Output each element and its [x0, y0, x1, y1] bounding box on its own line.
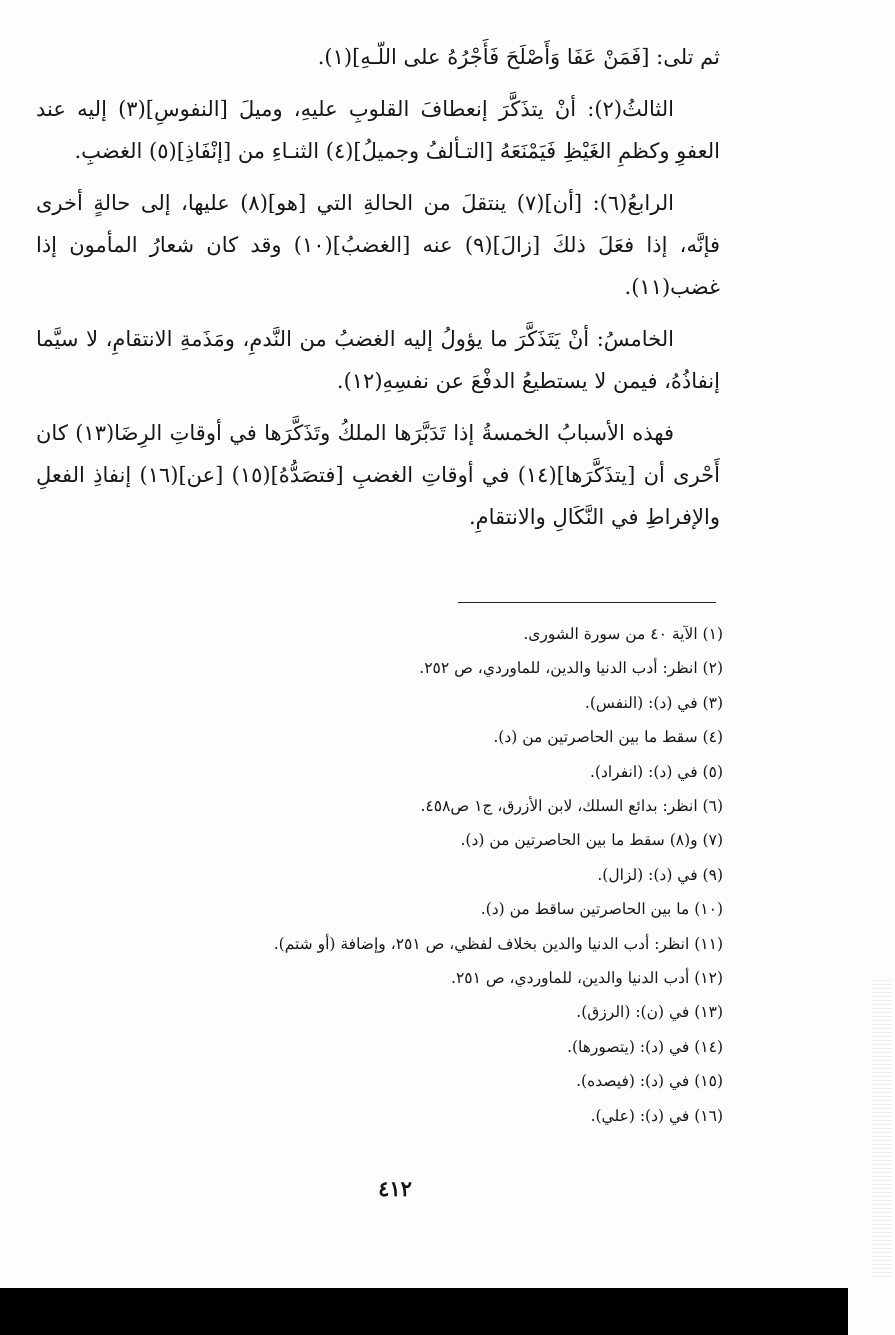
footnote: (٢) انظر: أدب الدنيا والدين، للماوردي، ص ٢٥٢.	[419, 659, 723, 678]
footnote: (١٠) ما بين الحاصرتين ساقط من (د).	[480, 900, 723, 919]
footnote: (١٢) أدب الدنيا والدين، للماوردي، ص ٢٥١.	[451, 969, 723, 988]
page-number: ٤١٢	[378, 1176, 412, 1201]
paragraph-third: الثالثُ(٢): أنْ يتذَكَّرَ إنعطافَ القلوبِ عليهِ، وميلَ [النفوسِ](٣) إليه عند العفوِ وكظمِ الغَيْظِ فَيَمْنَعَهُ [التـألفُ وجميلُ](٤) الثنـاءِ من [إنْفَاذِ](٥) الغضبِ.	[36, 97, 720, 163]
footnote: (٣) في (د): (النفس).	[584, 693, 723, 712]
footnote: (١) الآية ٤٠ من سورة الشورى.	[523, 625, 723, 643]
paragraph-conclusion: فهذه الأسبابُ الخمسةُ إذا تَدَبَّرَها الملكُ وتَذَكَّرَها في أوقاتِ الرِضَا(١٣) كان أَحْرى أن [يتذَكَّرَها](١٤) في أوقاتِ الغضبِ [فتصَدُّهُ](١٥) [عن](١٦) إنفاذِ الفعلِ والإفراطِ في النَّكَالِ والانتقامِ.	[36, 421, 720, 529]
footnote: (٥) في (د): (انفراد).	[589, 762, 723, 781]
footnote: (١١) انظر: أدب الدنيا والدين بخلاف لفظي، ص ٢٥١، وإضافة (أو شتم).	[273, 934, 723, 953]
footnote: (٧) و(٨) سقط ما بين الحاصرتين من (د).	[460, 831, 723, 850]
paragraph-verse: ثم تلى: [فَمَنْ عَفَا وَأَصْلَحَ فَأَجْرُهُ على اللّـهِ](١).	[317, 45, 720, 69]
footnote: (١٥) في (د): (فيصده).	[576, 1072, 723, 1091]
paragraph-fifth: الخامسُ: أنْ يَتَذَكَّرَ ما يؤولُ إليه الغضبُ من النَّدمِ، ومَذَمةِ الانتقامِ، لا سيَّما إنفاذُهُ، فيمن لا يستطيعُ الدفْعَ عن نفسِهِ(١٢).	[36, 327, 720, 393]
footnote: (١٤) في (د): (يتصورها).	[567, 1037, 723, 1056]
footnote: (٩) في (د): (لزال).	[597, 865, 723, 884]
footnote: (٦) انظر: بدائع السلك، لابن الأزرق، ج١ ص٤٥٨.	[420, 797, 723, 816]
main-text	[36, 36, 720, 548]
scan-bottom-band	[0, 1288, 848, 1335]
scan-edge-shadow	[872, 980, 892, 1280]
footnotes	[83, 617, 723, 1133]
footnote: (١٣) في (ن): (الرزق).	[576, 1003, 723, 1022]
footnote: (١٦) في (د): (علي).	[590, 1106, 723, 1125]
footnote-separator	[458, 602, 716, 603]
paragraph-fourth: الرابعُ(٦): [أن](٧) ينتقلَ من الحالةِ التي [هو](٨) عليها، إلى حالةٍ أخرى فإنَّه، إذا فعَلَ ذلكَ [زالَ](٩) عنه [الغضبُ](١٠) وقد كان شعارُ المأمون إذا غضب(١١).	[36, 191, 721, 299]
footnote: (٤) سقط ما بين الحاصرتين من (د).	[493, 728, 723, 747]
